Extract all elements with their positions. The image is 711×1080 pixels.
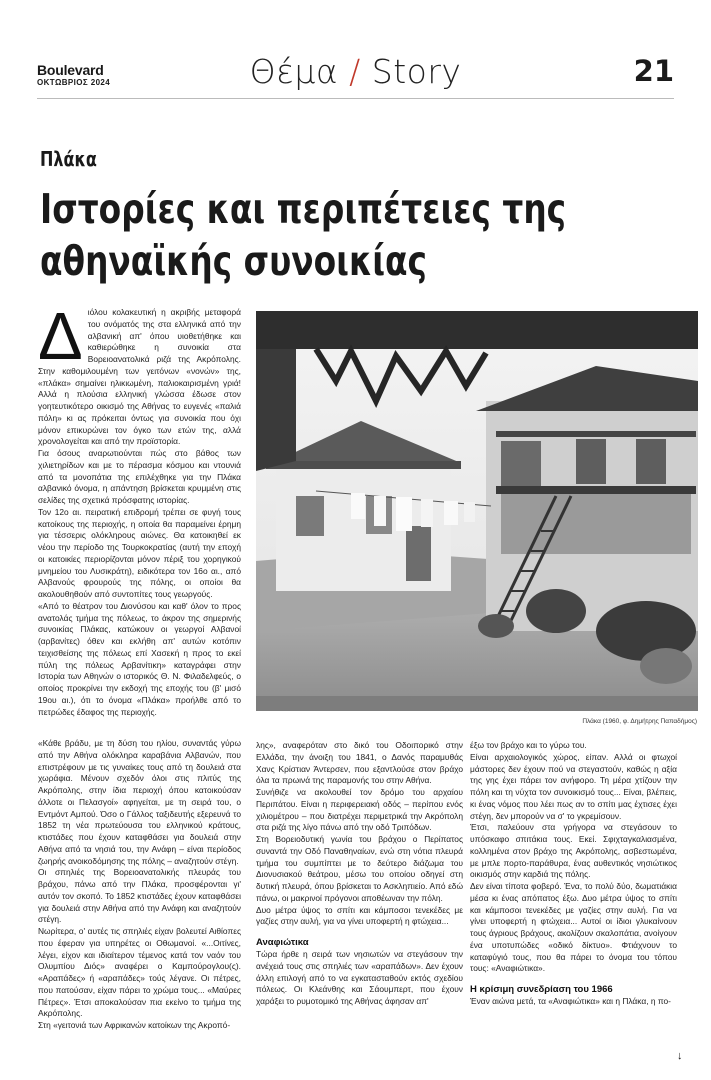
paragraph: Στη «γειτονιά των Αφρικανών κατοίκων της Ακροπό- (38, 1020, 231, 1030)
article-photo (256, 311, 698, 711)
article-headline: Ιστορίες και περιπέτειες της αθηναϊκής συνοικίας (40, 185, 567, 285)
section-title-greek: Θέμα (249, 52, 339, 91)
paragraph: Τον 12ο αι. πειρατική επιδρομή τρέπει σε φυγή τους κατοίκους της περιοχής, η οποία θα παραμείνει έρημη για τέσσερις ολόκληρους αιώνες. Θα κατοικηθεί εκ νέου την περίοδο της Τουρκοκρατίας (αυτή την εποχή οι κατοικίες περιορίζονται μόνον πέριξ του χορηγικού μνημείου του Λυσικράτη), ειδικότερα τον 16ο αι., από Αλβανούς φρουρούς της πόλης, οι οποίοι θα ακολουθηθούν από συντοπίτες τους γεωργούς. (38, 506, 241, 599)
magazine-brand: Boulevard (37, 62, 104, 78)
text-column-2 (256, 740, 463, 1008)
section-title-separator: / (349, 52, 361, 91)
paragraph: Δυο μέτρα ύψος το σπίτι και κάμποσοι τενεκέδες με γαζίες στην αυλή, για να γίνει υποφερτή η φτώχεια... (256, 904, 463, 927)
text-column-1 (38, 299, 241, 718)
paragraph: Συνήθιζε να ακολουθεί τον δρόμο του αρχαίου Περιπάτου. Είναι η περιφερειακή οδός – περίπου ενός χιλιομέτρου – που διατρέχει περιμετρικά την Ακρόπολη στα ριζά της λίγο πάνω από την οδό Τριπόδων. (256, 787, 463, 833)
drop-cap: Δ (38, 299, 83, 374)
continue-arrow-icon: ↓ (677, 1050, 683, 1062)
paragraph: έξω τον βράχο και το γύρω του. (470, 740, 587, 750)
paragraph: Δεν είναι τίποτα φοβερό. Ένα, το πολύ δύο, δωματιάκια μέσα κι ένας απόπατος έξω. Δυο μέτρα ύψος το σπίτι και κάμποσοι τενεκέδες με γαζίες στην αυλή. Για να γίνει υποφερτή η φτώχεια... Αυτοί οι ίδιοι γλυκαίνουν τους άγριους βράχους, ακολίζουν σκαλοπάτια, ανοίγουν ένα υποτυπώδες «οδικό δίκτυο». Φτιάχνουν το καταφύγιό τους, που θα πάρει το όνομα του τόπου τους: «Αναφιώτικα». (470, 881, 677, 974)
text-column-3 (470, 740, 677, 1008)
paragraph: Νωρίτερα, ο' αυτές τις σπηλιές είχαν βολευτεί Αιθίοπες που έφεραν για υπηρέτες οι Οθωμανοί. «...Οιτίνες, λέγει, είχον και ιδιαίτερον τέμενος κατά τον ναόν του Ολυμπίου Διός» αναφέρει ο Καμπούρογλου(ς). «Αραπάδες» ή «αραπάδες» τούς λέγανε. Οι πέτρες, που πατούσαν, είχαν πάρει το χρώμα τους... «Μαύρες Πέτρες». Έτσι αποκαλούσαν πια εκείνο το τμήμα της Ακρόπολης. (38, 926, 241, 1019)
subheading: Αναφιώτικα (256, 937, 309, 948)
paragraph: Οι σπηλιές της Βορειοανατολικής πλευράς του βράχου, πάνω από την Πλάκα, προσφέρονται γι' αυτόν τον σκοπό. Το 1852 κτιστάδες έχουν καταφθάσει για δουλειά στην Αθήνα από την Ανάφη και αναζητούν στέγη. (38, 867, 241, 925)
subheading: Η κρίσιμη συνεδρίαση του 1966 (470, 984, 613, 995)
page-header (0, 0, 711, 110)
plaka-courtyard-photo (256, 311, 698, 711)
section-title (0, 52, 711, 91)
section-title-english: Story (371, 52, 462, 91)
paragraph: Έναν αιώνα μετά, τα «Αναφιώτικα» και η Πλάκα, η πο- (470, 996, 671, 1006)
page-number: 21 (633, 54, 674, 88)
paragraph: Έτσι, παλεύουν στα γρήγορα να στεγάσουν το υπόσκαφο σπιτάκια τους. Εκεί. Σφιχταγκαλιασμένα, κολλημένα στον βράχο της Ακρόπολης, ασβεστωμένα, με μπλε πορτο-παράθυρα, ένας αυθεντικός νησιώτικος οικισμός στην καρδιά της πόλης. (470, 822, 677, 880)
photo-caption: Πλάκα (1960, φ. Δημήτρης Παπαδήμος) (582, 718, 697, 725)
paragraph: Τώρα ήρθε η σειρά των νησιωτών να στεγάσουν την ανέχειά τους στις σπηλιές των «αραπάδων». Δεν έχουν άλλη επιλογή από το να εγκατασταθούν εκτός σχεδίου πόλεως. Οι Κλεάνθης και Σάουμπερτ, που έχουν χαράξει το ρυμοτομικό της Αθήνας άφησαν απ' (256, 949, 463, 1006)
header-divider (37, 98, 674, 99)
paragraph: Στη Βορειοδυτική γωνία του βράχου ο Περίπατος συναντά την Οδό Παναθηναίων, ενώ στη νότια πλευρά τμήμα του συμπίπτει με το δεύτερο διάζωμα του Διονυσιακού θεάτρου, μέσω του οποίου οδηγεί στη δυτική πλευρά, όπου βρίσκεται το Ασκληπιείο. Από εδώ πάνω, οι μακρινοί πρόγονοι αποθέωναν την πόλη. (256, 834, 463, 903)
paragraph: «Από το θέατρον του Διονύσου και καθ' όλον το προς ανατολάς τμήμα της πόλεως, το άκρον της σημερινής συνοικίας Πλάκας, κατώκουν οι γεωργοί Αλβανοί (αρβανίτες) όθεν και εκλήθη απ' αυτών κοτόπιν τειχισθείσης της πόλεως επί Χασεκή η προς το εκεί πύλη της πόλεως Αρβανίτικη» καταγράφει στην Ιστορία των Αθηνών ο ιστορικός Θ. Ν. Φιλαδελφεύς, ο οποίος προκρίνει την εκδοχή της εποχής του (β' μισό 19ου αι.), ότι το όνομα «Πλάκα» προήλθε από το πετρώδες έδαφος της περιοχής. (38, 600, 241, 717)
issue-date: ΟΚΤΩΒΡΙΟΣ 2024 (37, 78, 111, 87)
paragraph: ιόλου κολακευτική η ακριβής μεταφορά του ονόματός της στα ελληνικά από την αλβανική απ' όπου υιοθετήθηκε και καθιερώθηκε η συνοικία στα Βορειοανατολικά ριζά της Ακρόπολης. Στην καθομιλουμένη των γειτόνων «νονών» της, «πλάκα» σημαίνει ηλικιωμένη, παλιοκαιρισμένη γριά! Αλλά η πλούσια ελληνική γλώσσα έδωσε στον γοητευτικότερο οικισμό της Αθήνας το ευγενές «παλιά πόλη» κι ας πρόκειται όντως για συνοικία που όχι μόνον επικυρώνει τον όγκο των ετών της, αλλά χρονολογείται και από την προϊστορία. (38, 307, 241, 447)
paragraph: Είναι αρχαιολογικός χώρος, είπαν. Αλλά οι φτωχοί μάστορες δεν έχουν πού να στεγαστούν, καθώς η αξία της γης έχει πάρει τον ανήφορο. Τη μέρα χτίζουν την πόλη και τη νύχτα τον συνοικισμό τους... Είναι, βλέπεις, κι ένας νόμος που λέει πως αν το σπίτι μας έχτισες έχει στέγη, δεν μπορούν να σ' το γκρεμίσουν. (470, 751, 677, 821)
paragraph: λης», αναφερόταν στο δικό του Οδοιπορικό στην Ελλάδα, την άνοιξη του 1841, ο Δανός παραμυθάς Χανς Κρίστιαν Άντερσεν, που εξαντλούσε στον βράχο όλα τα πρωινά της παραμονής του στην Αθήνα. (256, 740, 463, 786)
article-kicker: Πλάκα (40, 147, 97, 171)
paragraph: «Κάθε βράδυ, με τη δύση του ηλίου, συναντάς γύρω από την Αθήνα ολόκληρα καραβάνια Αλβανών, που επιστρέφουν με τις γυναίκες τους από τη δουλειά στα χωράφια. Μένουν σχεδόν όλοι στις πλιτύς της Ακρόπολης, στην ίδια περιοχή όπου κατοικούσαν άλλοτε οι Πελασγοί» αφηγείται, με τη σειρά του, ο Εντμόντ Αμπού. Όσο ο Γάλλος ταξιδευτής εξερευνά το 1852 τη νέα πρωτεύουσα του ελληνικού κράτους, κτιστάδες που έχουν καταφθάσει για δουλειά στην Αθήνα από τα νησιά του, την Ανάφη – είναι περίοδος ζωηρής ανοικοδόμησης της πόλης – αναζητούν στέγη. (38, 738, 241, 866)
paragraph: Για όσους αναρωτιούνται πώς στο βάθος των χιλιετηρίδων και με το πέρασμα κόσμου και ντουνιά από τα μονοπάτια της επιλέχθηκε για την Πλάκα αλβανικό όνομα, η απάντηση βρίσκεται κρυμμένη στις σελίδες της σχετικά πρόσφατης ιστορίας. (38, 448, 241, 505)
text-column-1-continued (38, 738, 241, 1032)
